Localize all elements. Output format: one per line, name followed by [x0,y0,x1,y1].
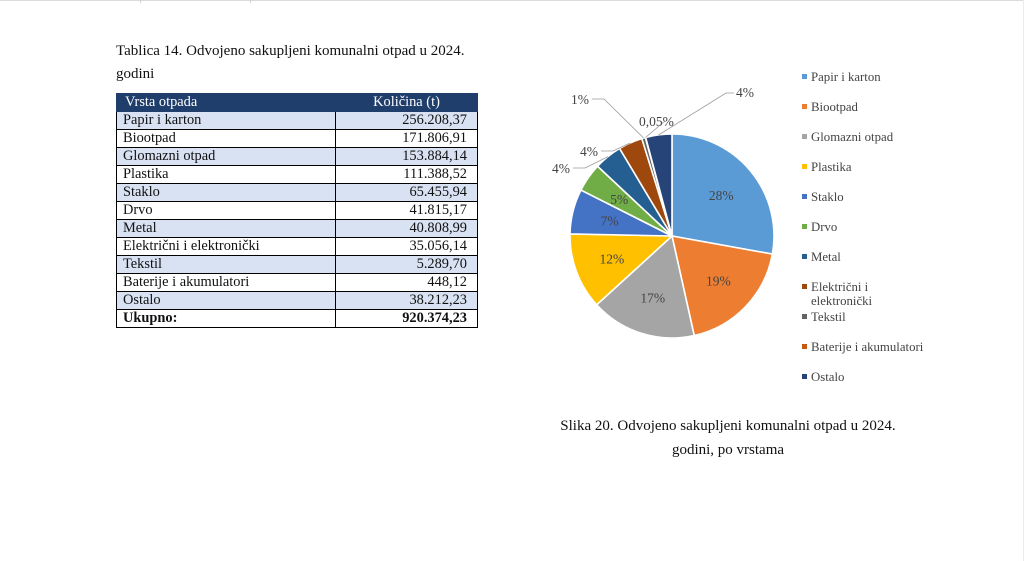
row-quantity: 40.808,99 [336,220,478,238]
pie-data-label-plastika: 12% [599,251,625,267]
pie-data-label-ostalo: 4% [736,85,754,100]
table-row [117,256,478,274]
legend-label: Plastika [811,160,852,174]
pie-data-label-glomazni-otpad: 17% [640,290,666,306]
page-top-border [0,0,1024,1]
row-type: Biootpad [117,130,336,148]
legend-label: Drvo [811,220,838,234]
row-quantity: 38.212,23 [336,292,478,310]
row-type: Papir i karton [117,112,336,130]
table-row [117,130,478,148]
row-quantity: 111.388,52 [336,166,478,184]
legend-item-plastika [802,160,932,174]
page-ruler-tick [250,0,251,3]
table-row [117,274,478,292]
legend-label: Ostalo [811,370,845,384]
table-caption: Tablica 14. Odvojeno sakupljeni komunalni otpad u 2024. godini [116,43,465,82]
pie-data-label-elektricni-i-elektronicki: 4% [580,144,598,159]
legend-label: Metal [811,250,841,264]
pie-data-label-tekstil: 1% [571,92,589,107]
table-row [117,220,478,238]
table-row [117,148,478,166]
legend-swatch [802,224,807,229]
row-quantity: 448,12 [336,274,478,292]
legend-item-papir-i-karton [802,70,932,84]
legend-swatch [802,74,807,79]
row-quantity: 153.884,14 [336,148,478,166]
row-quantity: 171.806,91 [336,130,478,148]
legend-swatch [802,104,807,109]
figure-caption: Slika 20. Odvojeno sakupljeni komunalni otpad u 2024. godini, po vrstama [560,418,896,458]
legend-swatch [802,374,807,379]
legend-item-biootpad [802,100,932,114]
row-type: Tekstil [117,256,336,274]
legend-swatch [802,134,807,139]
table-row [117,112,478,130]
total-label: Ukupno: [117,310,336,328]
row-quantity: 65.455,94 [336,184,478,202]
row-quantity: 256.208,37 [336,112,478,130]
legend-item-baterije-i-akumulatori [802,340,932,354]
table-total-row [117,310,478,328]
row-quantity: 41.815,17 [336,202,478,220]
pie-leader-line-tekstil [592,99,644,138]
table-row [117,292,478,310]
row-type: Glomazni otpad [117,148,336,166]
legend-label: Biootpad [811,100,858,114]
table-row [117,166,478,184]
page-ruler-tick [140,0,141,3]
legend-label: Staklo [811,190,844,204]
pie-data-label-baterije-i-akumulatori: 0,05% [639,114,674,129]
table-row [117,184,478,202]
legend-item-ostalo [802,370,932,384]
legend-swatch [802,254,807,259]
legend-swatch [802,164,807,169]
legend-item-tekstil [802,310,932,324]
pie-data-label-drvo: 5% [610,192,629,208]
row-quantity: 35.056,14 [336,238,478,256]
legend-label: Papir i karton [811,70,881,84]
legend-item-glomazni-otpad [802,130,932,144]
legend-swatch [802,284,807,289]
waste-table [116,93,478,328]
pie-data-label-staklo: 7% [600,213,619,229]
legend-label: Tekstil [811,310,846,324]
row-type: Električni i elektronički [117,238,336,256]
legend-label: Glomazni otpad [811,130,894,144]
legend-item-drvo [802,220,932,234]
header-waste-type: Vrsta otpada [117,94,336,112]
legend-item-metal [802,250,932,264]
legend-item-elektricni-i-elektronicki [802,280,932,308]
legend-label: Baterije i akumulatori [811,340,924,354]
total-quantity: 920.374,23 [336,310,478,328]
legend-swatch [802,314,807,319]
row-type: Drvo [117,202,336,220]
row-type: Staklo [117,184,336,202]
legend-swatch [802,344,807,349]
row-type: Metal [117,220,336,238]
waste-pie-chart [540,80,790,360]
pie-data-label-metal: 4% [552,161,570,176]
row-type: Ostalo [117,292,336,310]
table-row [117,202,478,220]
legend-swatch [802,194,807,199]
row-type: Baterije i akumulatori [117,274,336,292]
table-header-row [117,94,478,112]
table-row [117,238,478,256]
pie-data-label-papir-i-karton: 28% [708,187,734,203]
pie-data-label-biootpad: 19% [706,273,731,289]
legend-item-staklo [802,190,932,204]
row-quantity: 5.289,70 [336,256,478,274]
legend-label: Električni i elektronički [811,280,873,308]
header-quantity: Količina (t) [336,94,478,112]
row-type: Plastika [117,166,336,184]
